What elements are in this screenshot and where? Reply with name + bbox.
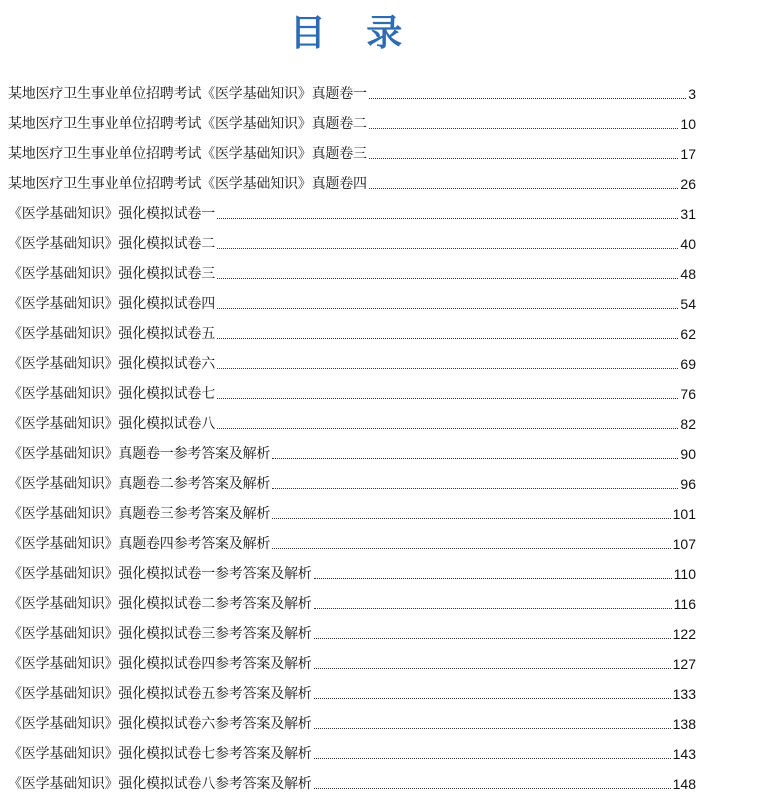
- toc-entry-label: 《医学基础知识》强化模拟试卷八: [8, 416, 215, 432]
- toc-entry[interactable]: [8, 313, 696, 343]
- dot-leader: [369, 98, 686, 99]
- toc-entry-label: 《医学基础知识》强化模拟试卷八参考答案及解析: [8, 776, 312, 792]
- toc-entry[interactable]: [8, 343, 696, 373]
- dot-leader: [272, 548, 670, 549]
- toc-entry[interactable]: [8, 283, 696, 313]
- toc-entry[interactable]: [8, 463, 696, 493]
- dot-leader: [314, 608, 672, 609]
- toc-entry[interactable]: [8, 643, 696, 673]
- toc-page-number: 76: [680, 386, 696, 402]
- toc-entry-label: 某地医疗卫生事业单位招聘考试《医学基础知识》真题卷四: [8, 176, 367, 192]
- dot-leader: [314, 788, 671, 789]
- toc-entry[interactable]: [8, 493, 696, 523]
- dot-leader: [217, 278, 678, 279]
- dot-leader: [369, 128, 679, 129]
- toc-entry[interactable]: [8, 433, 696, 463]
- toc-entry[interactable]: [8, 703, 696, 733]
- toc-entry-label: 《医学基础知识》强化模拟试卷七: [8, 386, 215, 402]
- dot-leader: [217, 338, 678, 339]
- toc-entry-label: 《医学基础知识》强化模拟试卷五参考答案及解析: [8, 686, 312, 702]
- toc-page-number: 3: [688, 86, 696, 102]
- toc-page-number: 54: [680, 296, 696, 312]
- toc-page-number: 26: [680, 176, 696, 192]
- toc-entry[interactable]: [8, 553, 696, 583]
- toc-page-number: 82: [680, 416, 696, 432]
- toc-page-number: 127: [672, 656, 696, 672]
- toc-page-number: 101: [672, 506, 696, 522]
- toc-page-number: 107: [672, 536, 696, 552]
- toc-entry-label: 《医学基础知识》强化模拟试卷二参考答案及解析: [8, 596, 312, 612]
- toc-entry[interactable]: [8, 163, 696, 193]
- dot-leader: [314, 758, 671, 759]
- toc-entry-label: 《医学基础知识》强化模拟试卷四: [8, 296, 215, 312]
- toc-entry[interactable]: [8, 73, 696, 103]
- toc-entry[interactable]: [8, 583, 696, 613]
- toc-page-number: 17: [680, 146, 696, 162]
- toc-entry-label: 《医学基础知识》真题卷二参考答案及解析: [8, 476, 271, 492]
- toc-page-number: 10: [680, 116, 696, 132]
- toc-page-number: 69: [680, 356, 696, 372]
- toc-entry[interactable]: [8, 403, 696, 433]
- dot-leader: [217, 428, 678, 429]
- toc-entry[interactable]: [8, 103, 696, 133]
- toc-entry-label: 《医学基础知识》强化模拟试卷五: [8, 326, 215, 342]
- toc-entry[interactable]: [8, 613, 696, 643]
- toc-page-number: 138: [672, 716, 696, 732]
- dot-leader: [272, 458, 678, 459]
- toc-entry-label: 《医学基础知识》真题卷三参考答案及解析: [8, 506, 271, 522]
- dot-leader: [314, 728, 671, 729]
- toc-page-number: 90: [680, 446, 696, 462]
- toc-entry-label: 《医学基础知识》强化模拟试卷三: [8, 266, 215, 282]
- toc-entry[interactable]: [8, 373, 696, 403]
- dot-leader: [369, 188, 679, 189]
- toc-page-number: 48: [680, 266, 696, 282]
- dot-leader: [369, 158, 679, 159]
- dot-leader: [314, 698, 671, 699]
- dot-leader: [217, 218, 678, 219]
- toc-entry-label: 《医学基础知识》强化模拟试卷七参考答案及解析: [8, 746, 312, 762]
- dot-leader: [217, 368, 678, 369]
- dot-leader: [217, 398, 678, 399]
- toc-page-number: 62: [680, 326, 696, 342]
- dot-leader: [217, 248, 678, 249]
- toc-entry[interactable]: [8, 133, 696, 163]
- table-of-contents: [8, 73, 696, 793]
- toc-page-number: 31: [680, 206, 696, 222]
- toc-page-number: 110: [673, 566, 696, 582]
- toc-entry-label: 《医学基础知识》强化模拟试卷六参考答案及解析: [8, 716, 312, 732]
- toc-entry[interactable]: [8, 763, 696, 793]
- toc-page-number: 96: [680, 476, 696, 492]
- dot-leader: [314, 668, 671, 669]
- toc-entry-label: 《医学基础知识》强化模拟试卷一: [8, 206, 215, 222]
- dot-leader: [314, 638, 671, 639]
- dot-leader: [272, 488, 678, 489]
- dot-leader: [314, 578, 672, 579]
- toc-page-number: 40: [680, 236, 696, 252]
- dot-leader: [272, 518, 670, 519]
- toc-entry-label: 《医学基础知识》强化模拟试卷二: [8, 236, 215, 252]
- toc-entry-label: 《医学基础知识》强化模拟试卷三参考答案及解析: [8, 626, 312, 642]
- toc-entry[interactable]: [8, 223, 696, 253]
- toc-entry-label: 《医学基础知识》真题卷四参考答案及解析: [8, 536, 271, 552]
- toc-entry[interactable]: [8, 523, 696, 553]
- toc-page-number: 148: [672, 776, 696, 792]
- page-title: 目 录: [289, 13, 417, 54]
- toc-entry-label: 《医学基础知识》强化模拟试卷六: [8, 356, 215, 372]
- toc-entry[interactable]: [8, 733, 696, 763]
- toc-entry[interactable]: [8, 193, 696, 223]
- toc-page-number: 133: [672, 686, 696, 702]
- toc-page-number: 122: [672, 626, 696, 642]
- toc-entry-label: 某地医疗卫生事业单位招聘考试《医学基础知识》真题卷二: [8, 116, 367, 132]
- toc-page-number: 143: [672, 746, 696, 762]
- toc-entry-label: 某地医疗卫生事业单位招聘考试《医学基础知识》真题卷一: [8, 86, 367, 102]
- toc-entry-label: 《医学基础知识》强化模拟试卷一参考答案及解析: [8, 566, 312, 582]
- toc-entry-label: 《医学基础知识》强化模拟试卷四参考答案及解析: [8, 656, 312, 672]
- toc-entry-label: 某地医疗卫生事业单位招聘考试《医学基础知识》真题卷三: [8, 146, 367, 162]
- toc-entry-label: 《医学基础知识》真题卷一参考答案及解析: [8, 446, 271, 462]
- toc-entry[interactable]: [8, 673, 696, 703]
- toc-entry[interactable]: [8, 253, 696, 283]
- toc-page-number: 116: [673, 596, 696, 612]
- dot-leader: [217, 308, 678, 309]
